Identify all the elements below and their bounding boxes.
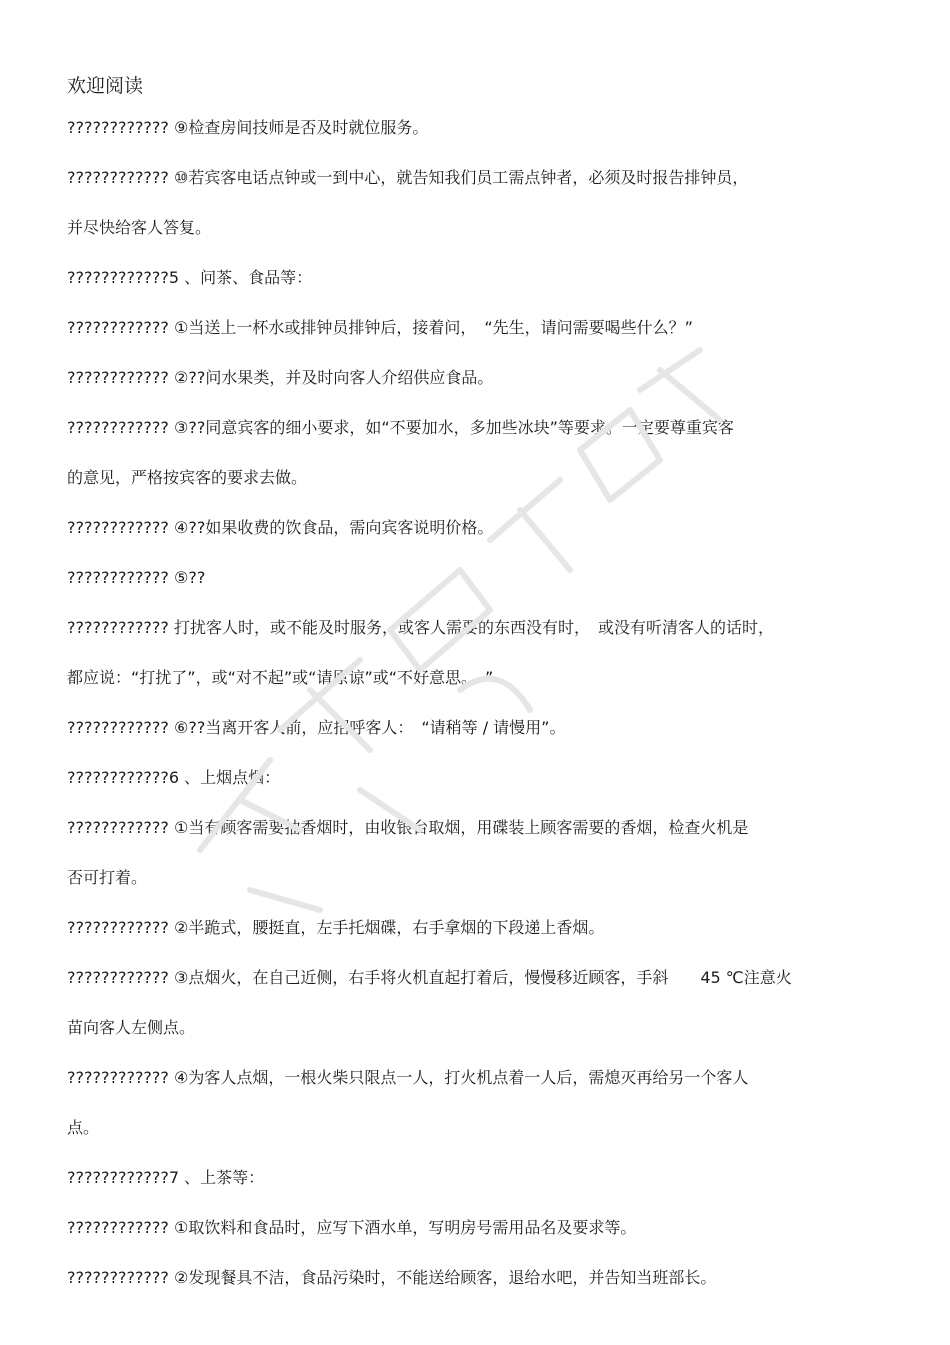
text-line: ???????????? ⑥??当离开客人前，应招呼客人： “请稍等 / 请慢用”。 (67, 718, 566, 737)
text-line: 点。 (67, 1118, 100, 1137)
text-line: 苗向客人左侧点。 (67, 1018, 196, 1037)
text-line: ???????????? ①取饮料和食品时，应写下酒水单，写明房号需用品名及要求等。 (67, 1218, 637, 1237)
text-line: ???????????? 打扰客人时，或不能及时服务，或客人需要的东西没有时， 或没有听清客人的话时， (67, 618, 774, 637)
text-line: ???????????? ①当送上一杯水或排钟员排钟后，接着问， “先生，请问需要喝些什么？” (67, 318, 693, 337)
text-line: ???????????? ②半跪式，腰挺直，左手托烟碟，右手拿烟的下段递上香烟。 (67, 918, 605, 937)
text-line: 并尽快给客人答复。 (67, 218, 212, 237)
text-line: ????????????7 、上茶等： (67, 1168, 265, 1187)
text-line: 的意见，严格按宾客的要求去做。 (67, 468, 308, 487)
document-body (67, 116, 897, 1316)
text-line: ???????????? ③点烟火，在自己近侧，右手将火机直起打着后，慢慢移近顾客，手斜 45 ℃注意火 (67, 968, 792, 987)
text-line: ???????????? ⑩若宾客电话点钟或一到中心，就告知我们员工需点钟者，必须及时报告排钟员， (67, 168, 749, 187)
text-line: ???????????? ③??同意宾客的细小要求，如“不要加水，多加些冰块”等要求。一定要尊重宾客 (67, 418, 734, 437)
text-line: ???????????? ①当有顾客需要抽香烟时，由收银台取烟，用碟装上顾客需要的香烟，检查火机是 (67, 818, 749, 837)
text-line: ???????????? ④??如果收费的饮食品，需向宾客说明价格。 (67, 518, 494, 537)
text-line: ???????????? ⑤?? (67, 568, 206, 587)
text-line: 否可打着。 (67, 868, 148, 887)
text-line: ???????????? ⑨检查房间技师是否及时就位服务。 (67, 118, 429, 137)
text-line: ???????????? ②发现餐具不洁，食品污染时，不能送给顾客，退给水吧，并告知当班部长。 (67, 1268, 717, 1287)
text-line: ???????????? ②??问水果类，并及时向客人介绍供应食品。 (67, 368, 494, 387)
text-line: ????????????6 、上烟点烟： (67, 768, 281, 787)
text-line: 都应说：“打扰了”，或“对不起”或“请原谅”或“不好意思。 ” (67, 668, 494, 687)
text-line: ????????????5 、问茶、食品等： (67, 268, 313, 287)
page-header: 欢迎阅读 (67, 75, 144, 97)
text-line: ???????????? ④为客人点烟，一根火柴只限点一人，打火机点着一人后，需熄灭再给另一个客人 (67, 1068, 749, 1087)
